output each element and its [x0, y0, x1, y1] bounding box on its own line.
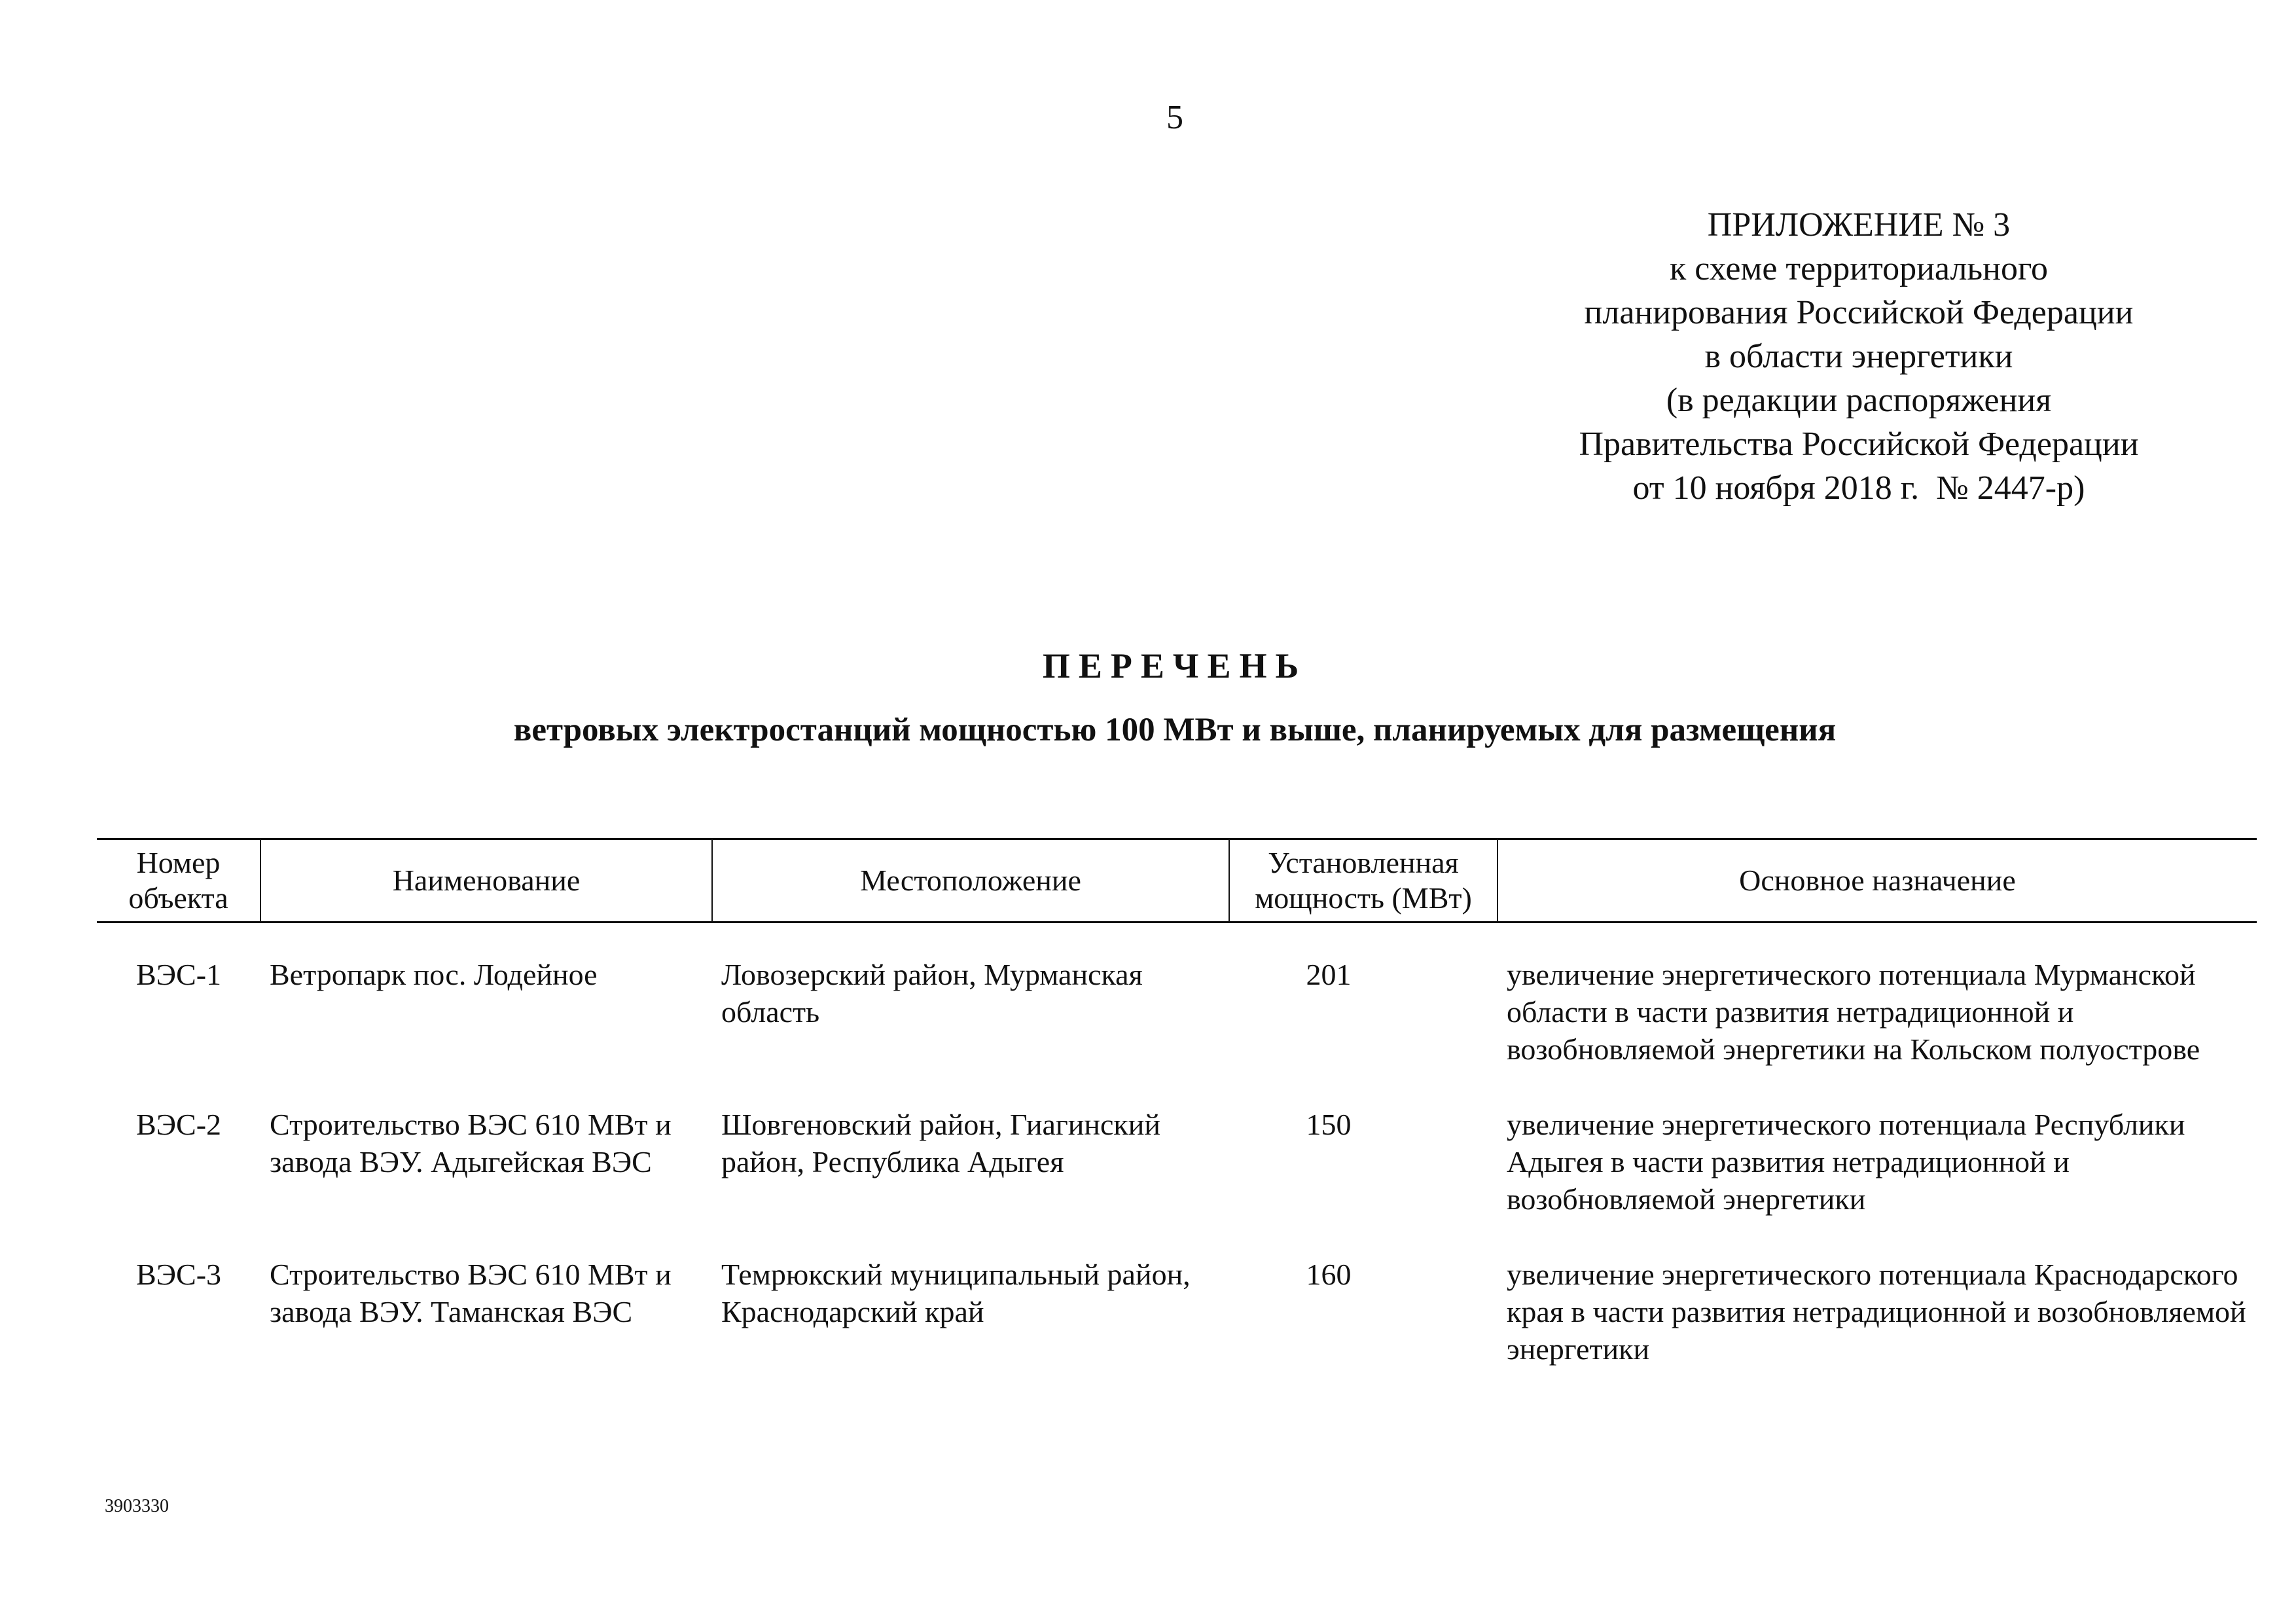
wind-stations-table — [97, 838, 2257, 1406]
cell-number: ВЭС-2 — [135, 1108, 222, 1141]
appendix-line: планирования Российской Федерации — [1584, 294, 2134, 331]
cell-location: Шовгеновский район, Гиагинский район, Республика Адыгея — [721, 1108, 1160, 1178]
cell-power: 160 — [1306, 1258, 1352, 1291]
table-row — [97, 1256, 2257, 1406]
header-location: Местоположение — [712, 839, 1229, 922]
page-number: 5 — [1166, 99, 1183, 136]
document-title: ПЕРЕЧЕНЬ — [1042, 646, 1308, 685]
header-purpose: Основное назначение — [1498, 839, 2257, 922]
appendix-line: к схеме территориального — [1670, 250, 2048, 287]
cell-purpose: увеличение энергетического потенциала Краснодарского края в части развития нетрадиционной и возобновляемой энергетики — [1507, 1258, 2246, 1366]
document-subtitle: ветровых электростанций мощностью 100 МВт и выше, планируемых для размещения — [513, 712, 1837, 748]
appendix-header — [1492, 203, 2225, 510]
appendix-line: в области энергетики — [1704, 338, 2013, 375]
cell-number: ВЭС-3 — [135, 1258, 222, 1291]
cell-power: 201 — [1306, 958, 1352, 991]
cell-name: Строительство ВЭС 610 МВт и завода ВЭУ. Адыгейская ВЭС — [270, 1108, 672, 1178]
header-number: Номер объекта — [97, 839, 260, 922]
cell-number: ВЭС-1 — [135, 958, 222, 991]
table-row — [97, 956, 2257, 1106]
cell-location: Ловозерский район, Мурманская область — [721, 958, 1143, 1029]
appendix-line: от 10 ноября 2018 г. № 2447-р) — [1632, 469, 2085, 507]
cell-power: 150 — [1306, 1108, 1352, 1141]
appendix-line: ПРИЛОЖЕНИЕ № 3 — [1707, 206, 2011, 244]
header-power: Установленная мощность (МВт) — [1229, 839, 1498, 922]
cell-name: Строительство ВЭС 610 МВт и завода ВЭУ. Таманская ВЭС — [270, 1258, 672, 1328]
header-name: Наименование — [260, 839, 712, 922]
document-code: 3903330 — [105, 1496, 169, 1516]
cell-purpose: увеличение энергетического потенциала Мурманской области в части развития нетрадиционной и возобновляемой энергетики на Кольском полуострове — [1507, 958, 2200, 1066]
cell-name: Ветропарк пос. Лодейное — [270, 958, 598, 991]
table-row — [97, 1106, 2257, 1256]
appendix-line: (в редакции распоряжения — [1666, 382, 2052, 419]
cell-location: Темрюкский муниципальный район, Краснодарский край — [721, 1258, 1191, 1328]
table-header-row — [97, 839, 2257, 922]
appendix-line: Правительства Российской Федерации — [1579, 426, 2139, 463]
cell-purpose: увеличение энергетического потенциала Республики Адыгея в части развития нетрадиционной и возобновляемой энергетики — [1507, 1108, 2185, 1216]
